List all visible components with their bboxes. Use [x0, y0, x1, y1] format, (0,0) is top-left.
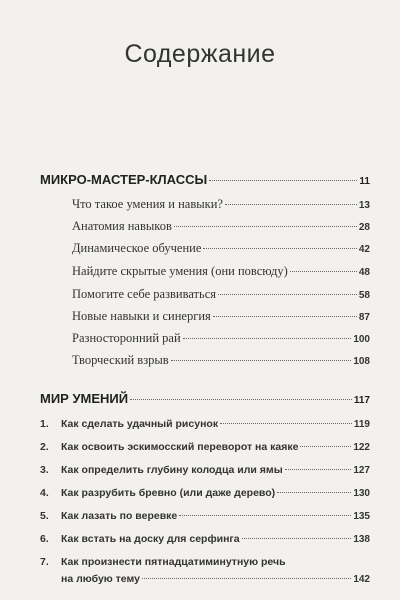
entry-page-number: 108 [353, 356, 370, 367]
entry-title: Как определить глубину колодца или ямы [61, 464, 283, 476]
numbered-toc-entry [40, 510, 370, 522]
toc-entry [72, 309, 370, 324]
entry-title: Динамическое обучение [72, 241, 202, 255]
entry-title: Как освоить эскимосский переворот на каяке [61, 441, 299, 453]
leader-dots [209, 180, 357, 181]
numbered-toc-entry [40, 418, 370, 430]
entry-title: Анатомия навыков [72, 219, 172, 233]
section-heading-micro-master-classes [40, 172, 370, 187]
leader-dots [130, 399, 352, 400]
toc-entry [72, 219, 370, 234]
toc-entry [72, 353, 370, 368]
leader-dots [218, 294, 357, 295]
leader-dots [183, 338, 352, 339]
entry-title-line-2: на любую тему [61, 573, 140, 585]
leader-dots [203, 248, 356, 249]
section-page-number: 11 [359, 176, 370, 187]
leader-dots [142, 578, 351, 579]
entry-number: 1. [40, 418, 49, 430]
entry-number: 4. [40, 487, 49, 499]
numbered-toc-entry [40, 464, 370, 476]
leader-dots [225, 204, 357, 205]
entry-title: Найдите скрытые умения (они повсюду) [72, 264, 288, 278]
entry-number: 6. [40, 533, 49, 545]
entry-number: 2. [40, 441, 49, 453]
entry-title: Разносторонний рай [72, 331, 181, 345]
leader-dots [220, 423, 352, 424]
entry-title: Как сделать удачный рисунок [61, 418, 219, 430]
entry-number: 5. [40, 510, 49, 522]
section-page-number: 117 [353, 395, 370, 406]
toc-entry [72, 287, 370, 302]
leader-dots [290, 271, 357, 272]
toc-entry [72, 264, 370, 279]
toc-entry [72, 241, 370, 256]
numbered-toc-entry [40, 441, 370, 453]
toc-entry [72, 197, 370, 212]
entry-title: Как разрубить бревно (или даже дерево) [61, 487, 276, 499]
entry-page-number: 138 [353, 534, 370, 545]
leader-dots [300, 446, 351, 447]
section-heading-text: МИКРО-МАСТЕР-КЛАССЫ [40, 172, 208, 187]
leader-dots [242, 538, 352, 539]
entry-number: 7. [40, 556, 49, 568]
entry-page-number: 28 [358, 222, 370, 233]
entry-page-number: 119 [353, 419, 370, 430]
entry-page-number: 58 [358, 290, 370, 301]
entry-page-number: 122 [353, 442, 370, 453]
leader-dots [277, 492, 351, 493]
leader-dots [285, 469, 352, 470]
entry-title: Новые навыки и синергия [72, 309, 211, 323]
entry-title: Помогите себе развиваться [72, 287, 217, 301]
entry-title: Как встать на доску для серфинга [61, 533, 240, 545]
leader-dots [179, 515, 351, 516]
entry-title-line-1: Как произнести пятнадцатиминутную речь [61, 556, 286, 568]
entry-number: 3. [40, 464, 49, 476]
page-title: Содержание [124, 40, 276, 68]
entry-page-number: 130 [353, 488, 370, 499]
leader-dots [174, 226, 357, 227]
entry-page-number: 135 [353, 511, 370, 522]
section-heading-text: МИР УМЕНИЙ [40, 391, 129, 406]
entry-title: Как лазать по веревке [61, 510, 178, 522]
entry-page-number: 13 [358, 200, 370, 211]
numbered-toc-entry-wrapped [40, 556, 370, 585]
leader-dots [213, 316, 357, 317]
numbered-toc-entry [40, 533, 370, 545]
toc-entry [72, 331, 370, 346]
numbered-toc-entry [40, 487, 370, 499]
entry-page-number: 127 [353, 465, 370, 476]
entry-page-number: 100 [353, 334, 370, 345]
leader-dots [171, 360, 352, 361]
entry-page-number: 48 [358, 267, 370, 278]
entry-page-number: 42 [358, 244, 370, 255]
entry-page-number: 87 [358, 312, 370, 323]
entry-title: Творческий взрыв [72, 353, 169, 367]
entry-title: Что такое умения и навыки? [72, 197, 223, 211]
section-heading-world-of-skills [40, 391, 370, 406]
entry-page-number: 142 [353, 574, 370, 585]
